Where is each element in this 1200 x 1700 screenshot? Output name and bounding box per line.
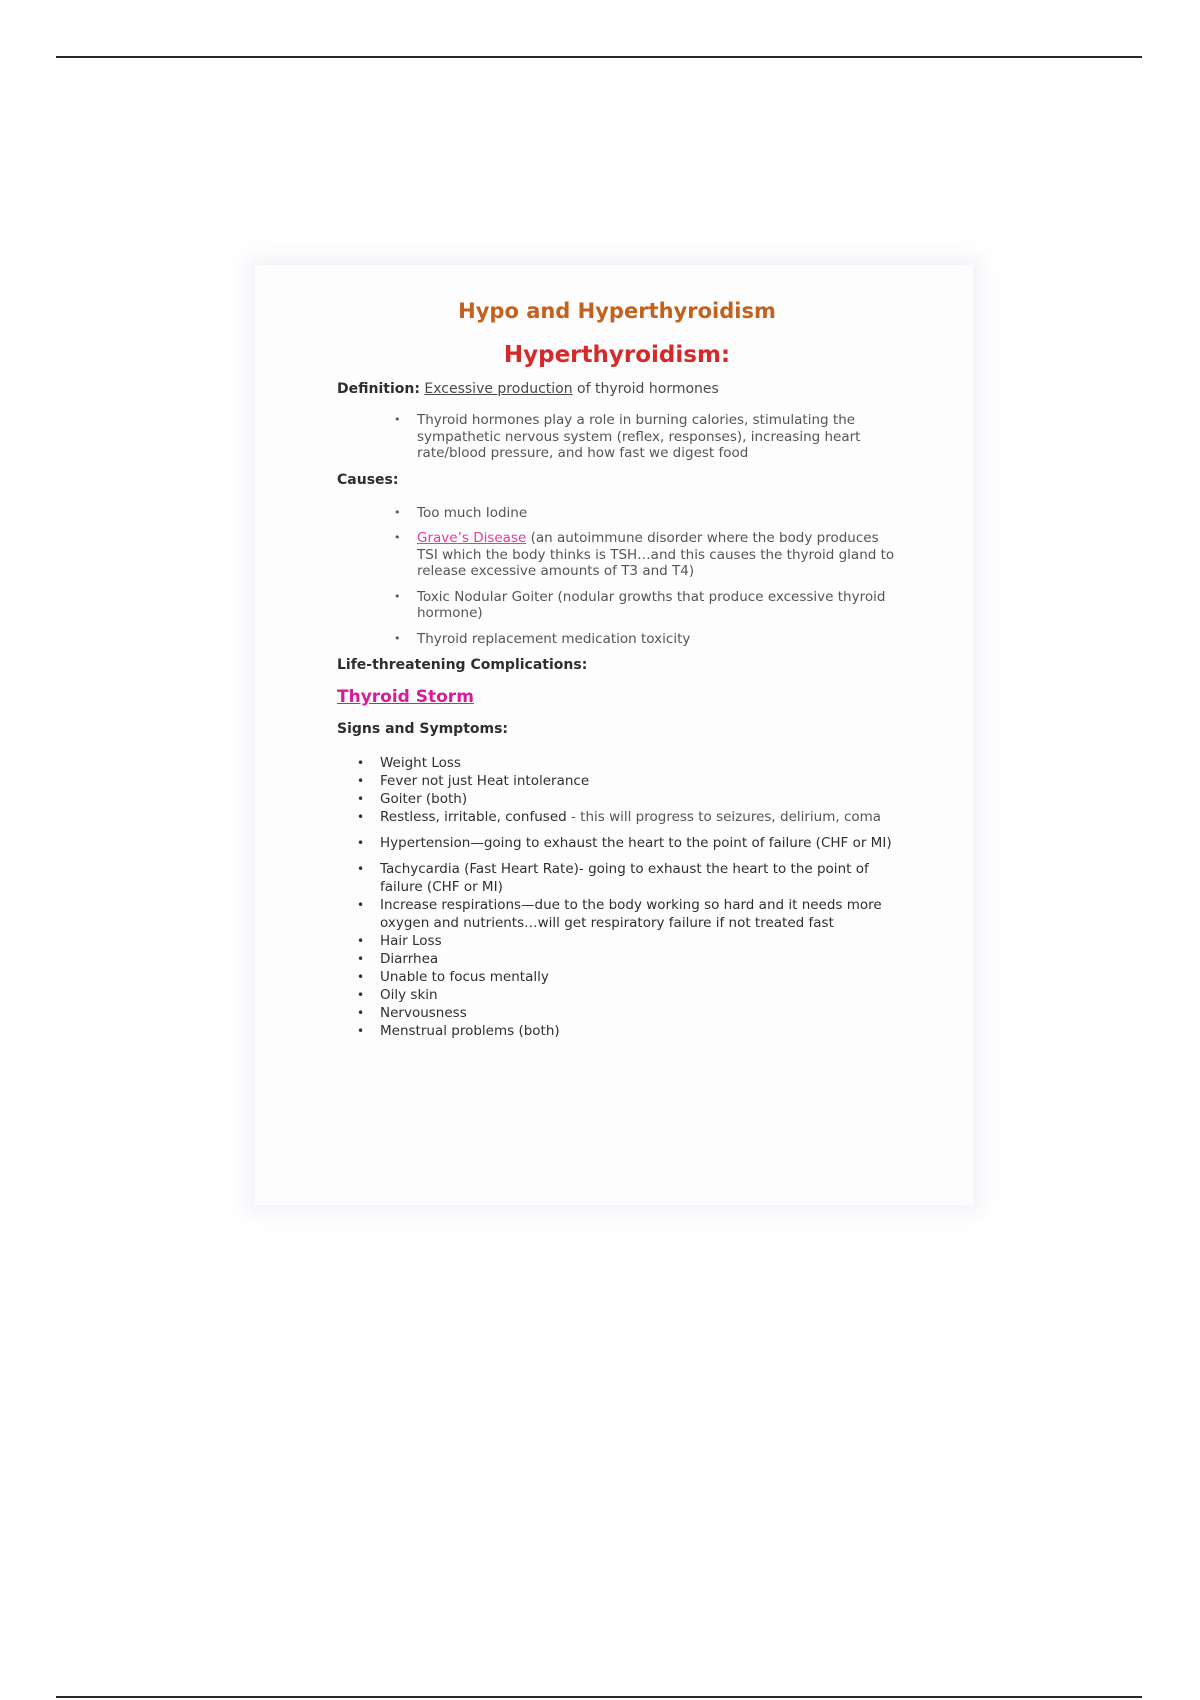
document-title: Hypo and Hyperthyroidism (458, 299, 776, 323)
list-item: • Hypertension—going to exhaust the heart to the point of failure (CHF or MI) (337, 834, 897, 852)
list-item: • Weight Loss (337, 754, 897, 772)
list-item: • Increase respirations—due to the body working so hard and it needs more oxygen and nutrients…will get respiratory failure if not treated fast (337, 896, 897, 932)
list-item: • Tachycardia (Fast Heart Rate)- going to exhaust the heart to the point of failure (CHF or MI) (337, 860, 897, 896)
list-item: • Unable to focus mentally (337, 968, 897, 986)
list-item: • Menstrual problems (both) (337, 1022, 897, 1040)
restless-text: Restless, irritable, confused (380, 809, 567, 825)
list-item: • Thyroid replacement medication toxicity (337, 631, 897, 648)
graves-disease-link[interactable]: Grave’s Disease (417, 530, 527, 546)
list-item (337, 530, 897, 580)
list-item: • Nervousness (337, 1004, 897, 1022)
list-item: • Goiter (both) (337, 790, 897, 808)
restless-progression-text: - this will progress to seizures, delirium, coma (566, 809, 882, 825)
list-item: • Fever not just Heat intolerance (337, 772, 897, 790)
thyroid-storm-heading[interactable]: Thyroid Storm (337, 687, 474, 707)
list-item (337, 808, 897, 826)
signs-list (337, 754, 897, 1040)
section-title: Hyperthyroidism: (503, 342, 731, 368)
definition-underlined-text: Excessive production (424, 381, 573, 397)
list-item: • Hair Loss (337, 932, 897, 950)
top-rule (56, 56, 1142, 58)
list-item: • Too much Iodine (337, 505, 897, 522)
definition-rest-text: of thyroid hormones (572, 381, 719, 397)
causes-label (337, 471, 897, 489)
definition-bullet-list (337, 412, 897, 462)
causes-label-text: Causes: (337, 471, 399, 488)
causes-list (337, 505, 897, 648)
definition-line (337, 380, 897, 398)
list-item: • Oily skin (337, 986, 897, 1004)
list-item: • Thyroid hormones play a role in burning calories, stimulating the sympathetic nervous system (reflex, responses), increasing heart rate/blood pressure, and how fast we digest food (337, 412, 897, 462)
signs-label-text: Signs and Symptoms: (337, 721, 509, 737)
list-item: • Diarrhea (337, 950, 897, 968)
complications-label-text: Life-threatening Complications: (337, 657, 588, 673)
graves-disease-description: (an autoimmune disorder where the body produces TSI which the body thinks is TSH…and this causes the thyroid gland to release excessive amounts of T3 and T4) (417, 530, 895, 579)
document-content (337, 296, 897, 1040)
signs-label (337, 720, 897, 738)
definition-label: Definition: (337, 381, 420, 397)
list-item: • Toxic Nodular Goiter (nodular growths that produce excessive thyroid hormone) (337, 589, 897, 622)
complications-label (337, 656, 897, 674)
bottom-rule (56, 1696, 1142, 1698)
